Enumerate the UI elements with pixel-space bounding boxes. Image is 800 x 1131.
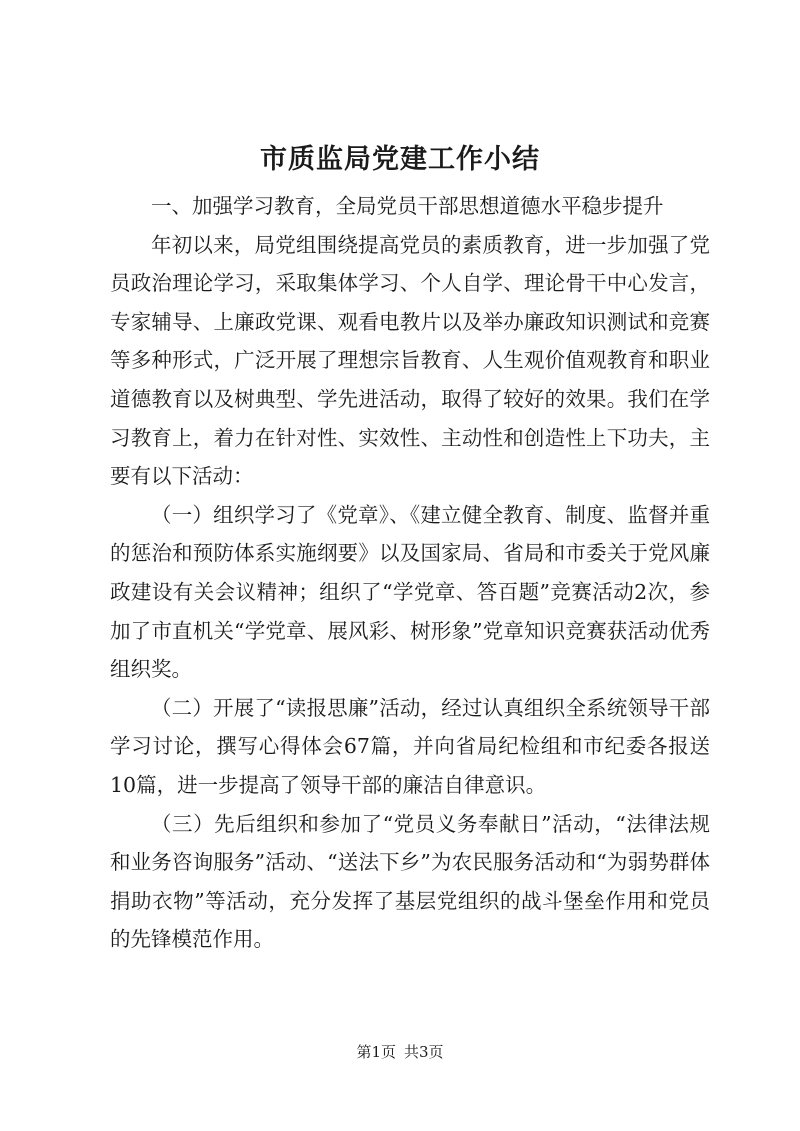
document-body [110, 187, 710, 959]
paragraph-item-3: （三）先后组织和参加了“党员义务奉献日”活动，“法律法规和业务咨询服务”活动、“送法下乡”为农民服务活动和“为弱势群体捐助衣物”等活动，充分发挥了基层党组织的战斗堡垒作用和党员的先锋模范作用。 [110, 811, 710, 952]
paragraph-intro: 年初以来，局党组围绕提高党员的素质教育，进一步加强了党员政治理论学习，采取集体学习、个人自学、理论骨干中心发言，专家辅导、上廉政党课、观看电教片以及举办廉政知识测试和竞赛等多种形式，广泛开展了理想宗旨教育、人生观价值观教育和职业道德教育以及树典型、学先进活动，取得了较好的效果。我们在学习教育上，着力在针对性、实效性、主动性和创造性上下功夫，主要有以下活动： [110, 232, 710, 489]
page-total: 共3页 [404, 1043, 444, 1061]
paragraph-item-1: （一）组织学习了《党章》、《建立健全教育、制度、监督并重的惩治和预防体系实施纲要》以及国家局、省局和市委关于党风廉政建设有关会议精神；组织了“学党章、答百题”竞赛活动2次，参加了市直机关“学党章、展风彩、树形象”党章知识竞赛获活动优秀组织奖。 [110, 502, 710, 682]
page-footer [0, 1042, 800, 1062]
document-title: 市质监局党建工作小结 [260, 144, 540, 175]
paragraph-item-2: （二）开展了“读报思廉”活动，经过认真组织全系统领导干部学习讨论，撰写心得体会67篇，并向省局纪检组和市纪委各报送10篇，进一步提高了领导干部的廉洁自律意识。 [110, 695, 710, 797]
page-number: 第1页 [356, 1043, 396, 1061]
section-heading: 一、加强学习教育，全局党员干部思想道德水平稳步提升 [151, 194, 664, 218]
